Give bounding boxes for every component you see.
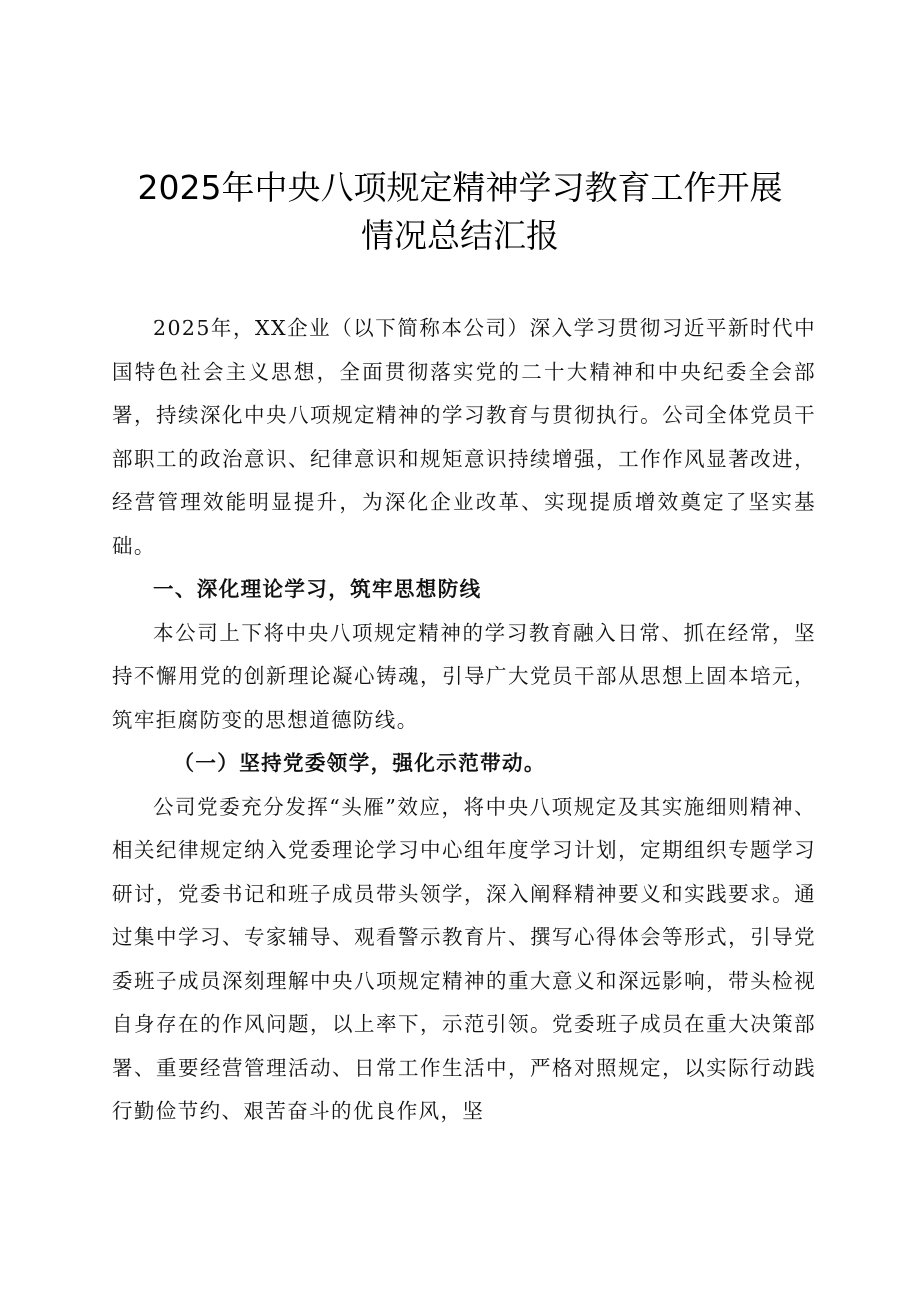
intro-paragraph: 2025年，XX企业（以下简称本公司）深入学习贯彻习近平新时代中国特色社会主义思想，全面贯彻落实党的二十大精神和中央纪委全会部署，持续深化中央八项规定精神的学习教育与贯彻执行。公司全体党员干部职工的政治意识、纪律意识和规矩意识持续增强，工作作风显著改进，经营管理效能明显提升，为深化企业改革、实现提质增效奠定了坚实基础。 [112, 316, 816, 558]
document-body [112, 307, 816, 1134]
document-title-line-2: 情况总结汇报 [361, 216, 559, 255]
subsection-1-heading: （一）坚持党委领学，强化示范带动。 [173, 751, 546, 775]
document-title-line-1: 2025年中央八项规定精神学习教育工作开展 [137, 168, 783, 207]
section-1-heading: 一、深化理论学习，筑牢思想防线 [153, 577, 482, 601]
section-1-paragraph: 本公司上下将中央八项规定精神的学习教育融入日常、抓在经常，坚持不懈用党的创新理论凝心铸魂，引导广大党员干部从思想上固本培元，筑牢拒腐防变的思想道德防线。 [112, 620, 816, 732]
subsection-1-paragraph: 公司党委充分发挥“头雁”效应，将中央八项规定及其实施细则精神、相关纪律规定纳入党委理论学习中心组年度学习计划，定期组织专题学习研讨，党委书记和班子成员带头领学，深入阐释精神要义和实践要求。通过集中学习、专家辅导、观看警示教育片、撰写心得体会等形式，引导党委班子成员深刻理解中央八项规定精神的重大意义和深远影响，带头检视自身存在的作风问题，以上率下，示范引领。党委班子成员在重大决策部署、重要经营管理活动、日常工作生活中，严格对照规定，以实际行动践行勤俭节约、艰苦奋斗的优良作风，坚 [112, 794, 816, 1123]
